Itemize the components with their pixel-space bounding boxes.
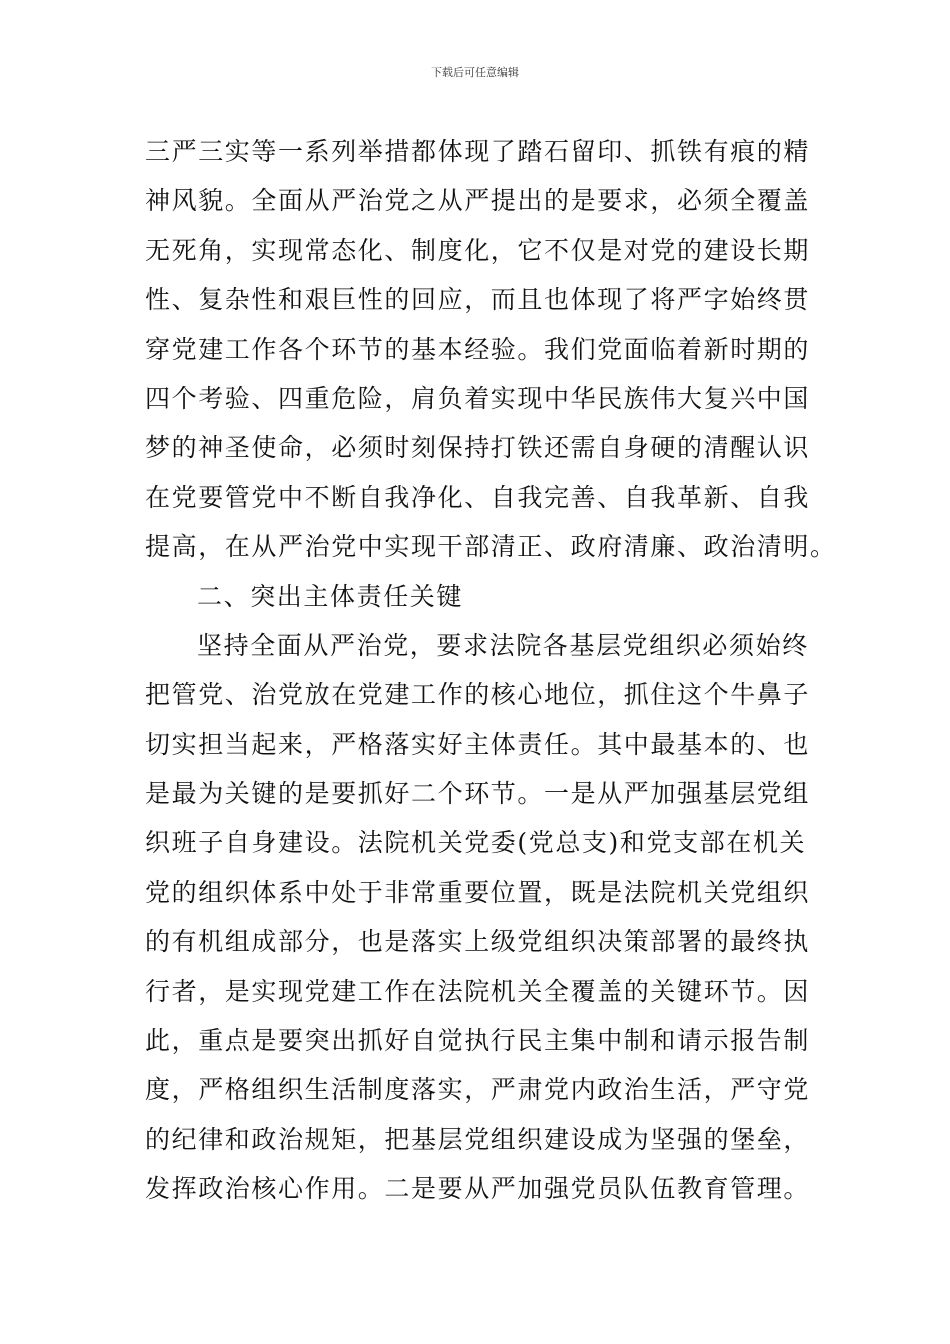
paragraph-first-line: 坚持全面从严治党，要求法院各基层党组织必须始终 [197,630,809,660]
body-line: 切实担当起来，严格落实好主体责任。其中最基本的、也 [145,729,811,759]
body-line: 梦的神圣使命，必须时刻保持打铁还需自身硬的清醒认识 [145,433,811,463]
body-line: 党的组织体系中处于非常重要位置，既是法院机关党组织 [145,877,811,907]
body-line: 是最为关键的是要抓好二个环节。一是从严加强基层党组 [145,779,811,809]
section-heading: 二、突出主体责任关键 [197,581,464,611]
body-line: 织班子自身建设。法院机关党委(党总支)和党支部在机关 [145,828,807,858]
body-line: 在党要管党中不断自我净化、自我完善、自我革新、自我 [145,482,811,512]
body-line: 此，重点是要突出抓好自觉执行民主集中制和请示报告制 [145,1026,811,1056]
body-line: 穿党建工作各个环节的基本经验。我们党面临着新时期的 [145,334,811,364]
body-line: 行者，是实现党建工作在法院机关全覆盖的关键环节。因 [145,976,811,1006]
body-line: 发挥政治核心作用。二是要从严加强党员队伍教育管理。 [145,1174,811,1204]
body-line: 度，严格组织生活制度落实，严肃党内政治生活，严守党 [145,1075,811,1105]
body-line: 的有机组成部分，也是落实上级党组织决策部署的最终执 [145,927,811,957]
body-line: 三严三实等一系列举措都体现了踏石留印、抓铁有痕的精 [145,137,811,166]
body-line: 无死角，实现常态化、制度化，它不仅是对党的建设长期 [145,235,811,265]
body-line: 性、复杂性和艰巨性的回应，而且也体现了将严字始终贯 [145,285,811,315]
page-header: 下载后可任意编辑 [431,66,519,79]
body-line: 四个考验、四重危险，肩负着实现中华民族伟大复兴中国 [145,383,811,413]
document-body [145,127,837,1214]
body-line: 的纪律和政治规矩，把基层党组织建设成为坚强的堡垒， [145,1124,811,1154]
body-line: 把管党、治党放在党建工作的核心地位，抓住这个牛鼻子 [145,680,811,710]
body-line: 神风貌。全面从严治党之从严提出的是要求，必须全覆盖 [145,186,811,216]
body-line: 提高，在从严治党中实现干部清正、政府清廉、政治清明。 [145,532,837,562]
